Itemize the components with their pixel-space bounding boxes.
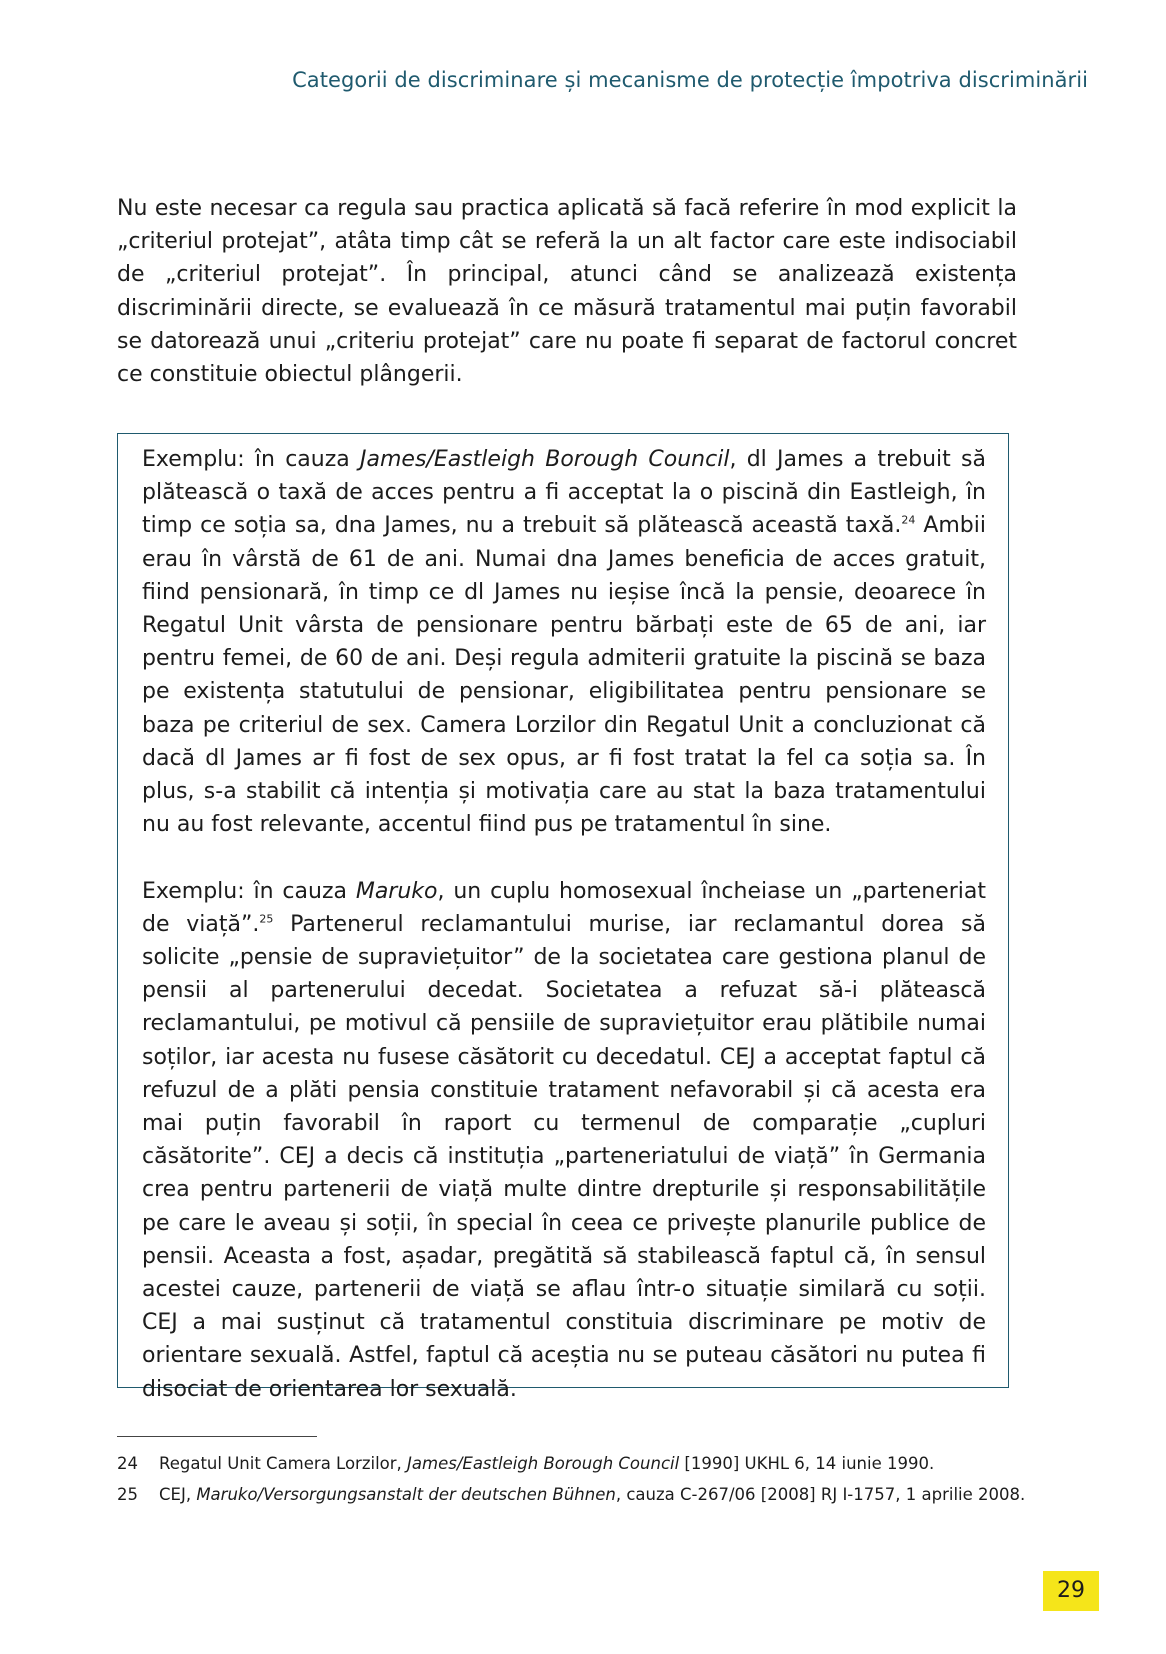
example-lead: Exemplu: în cauza (142, 878, 356, 904)
footnote-italic: James/Eastleigh Borough Council (407, 1454, 680, 1473)
footnote-text: Regatul Unit Camera Lorzilor, (159, 1454, 408, 1473)
footnote-25 (117, 1479, 1037, 1510)
body-paragraph: Nu este necesar ca regula sau practica aplicată să facă referire în mod explicit la „criteriul protejat”, atâta timp cât se referă la un alt factor care este indisociabil de „criteriul protejat”. În principal, atunci când se analizează existența discriminării directe, se evaluează în ce măsură tratamentul mai puțin favorabil se datorează unui „criteriu protejat” care nu poate fi separat de factorul concret ce constituie obiectul plângerii. (117, 196, 1017, 388)
running-header: Categorii de discriminare și mecanisme de protecție împotriva discriminării (292, 68, 1088, 92)
case-name-italic: James/Eastleigh Borough Council (360, 447, 730, 472)
footnote-number: 24 (117, 1454, 138, 1473)
case-name-italic: Maruko (355, 878, 438, 904)
example-lead: Exemplu: în cauza (142, 447, 361, 472)
footnote-text: [1990] UKHL 6, 14 iunie 1990. (679, 1454, 935, 1473)
footnote-divider (117, 1436, 317, 1437)
example-text: , dl James a trebuit să plătească o taxă de acces pentru a fi acceptat la o piscină din Eastleigh, în timp ce soția sa, dna James, nu a trebuit să plătească această taxă. (142, 447, 986, 539)
example-box (117, 433, 1009, 1402)
footnote-text: , cauza C-267/06 [2008] RJ I-1757, 1 aprilie 2008. (615, 1485, 1026, 1504)
footnote-24 (117, 1448, 1037, 1479)
example-paragraph-maruko (142, 875, 986, 1406)
footnote-italic: Maruko/Versorgungsanstalt der deutschen Bühnen (196, 1485, 616, 1504)
example-text: Partenerul reclamantului murise, iar reclamantul dorea să solicite „pensie de supraviețuitor” de la societatea care gestiona planul de pensii al partenerului decedat. Societatea a refuzat să-i plătească reclamantului, pe motivul că pensiile de supraviețuitor erau plătibile numai soților, iar acesta nu fusese căsătorit cu decedatul. CEJ a acceptat faptul că refuzul de a plăti pensia constituie tratament nefavorabil și că acesta era mai puțin favorabil în raport cu termenul de comparație „cupluri căsătorite”. CEJ a decis că instituția „parteneriatului de viață” în Germania crea pentru partenerii de viață multe dintre drepturile și responsabilitățile pe care le aveau și soții, în special în ceea ce privește planurile publice de pensii. Aceasta a fost, așadar, pregătită să stabilească faptul că, în sensul acestei cauze, partenerii de viață se aflau într-o situație similară cu soții. CEJ a mai susținut că tratamentul constituia discriminare pe motiv de orientare sexuală. Astfel, faptul că aceștia nu se puteau căsători nu putea fi disociat de orientarea lor sexuală. (142, 911, 986, 1402)
footnote-ref-24[interactable]: 24 (901, 514, 916, 528)
example-text: , un cuplu homosexual încheiase un „parteneriat de viață”. (142, 878, 986, 937)
example-text: Ambii erau în vârstă de 61 de ani. Numai dna James beneficia de acces gratuit, fiind pensionară, în timp ce dl James nu ieșise încă la pensie, deoarece în Regatul Unit vârsta de pensionare pentru bărbați este de 65 de ani, iar pentru femei, de 60 de ani. Deși regula admiterii gratuite la piscină se baza pe existența statutului de pensionar, eligibilitatea pentru pensionare se baza pe criteriul de sex. Camera Lorzilor din Regatul Unit a concluzionat că dacă dl James ar fi fost de sex opus, ar fi fost tratat la fel ca soția sa. În plus, s-a stabilit că intenția și motivația care au stat la baza tratamentului nu au fost relevante, accentul fiind pus pe tratamentul în sine. (142, 513, 986, 838)
example-paragraph-james (142, 443, 986, 841)
footnotes (117, 1448, 1037, 1510)
footnote-number: 25 (117, 1485, 138, 1504)
page-number-badge: 29 (1043, 1571, 1099, 1611)
footnote-ref-25[interactable]: 25 (259, 912, 274, 926)
body-text (117, 192, 1017, 391)
footnote-text: CEJ, (159, 1485, 197, 1504)
